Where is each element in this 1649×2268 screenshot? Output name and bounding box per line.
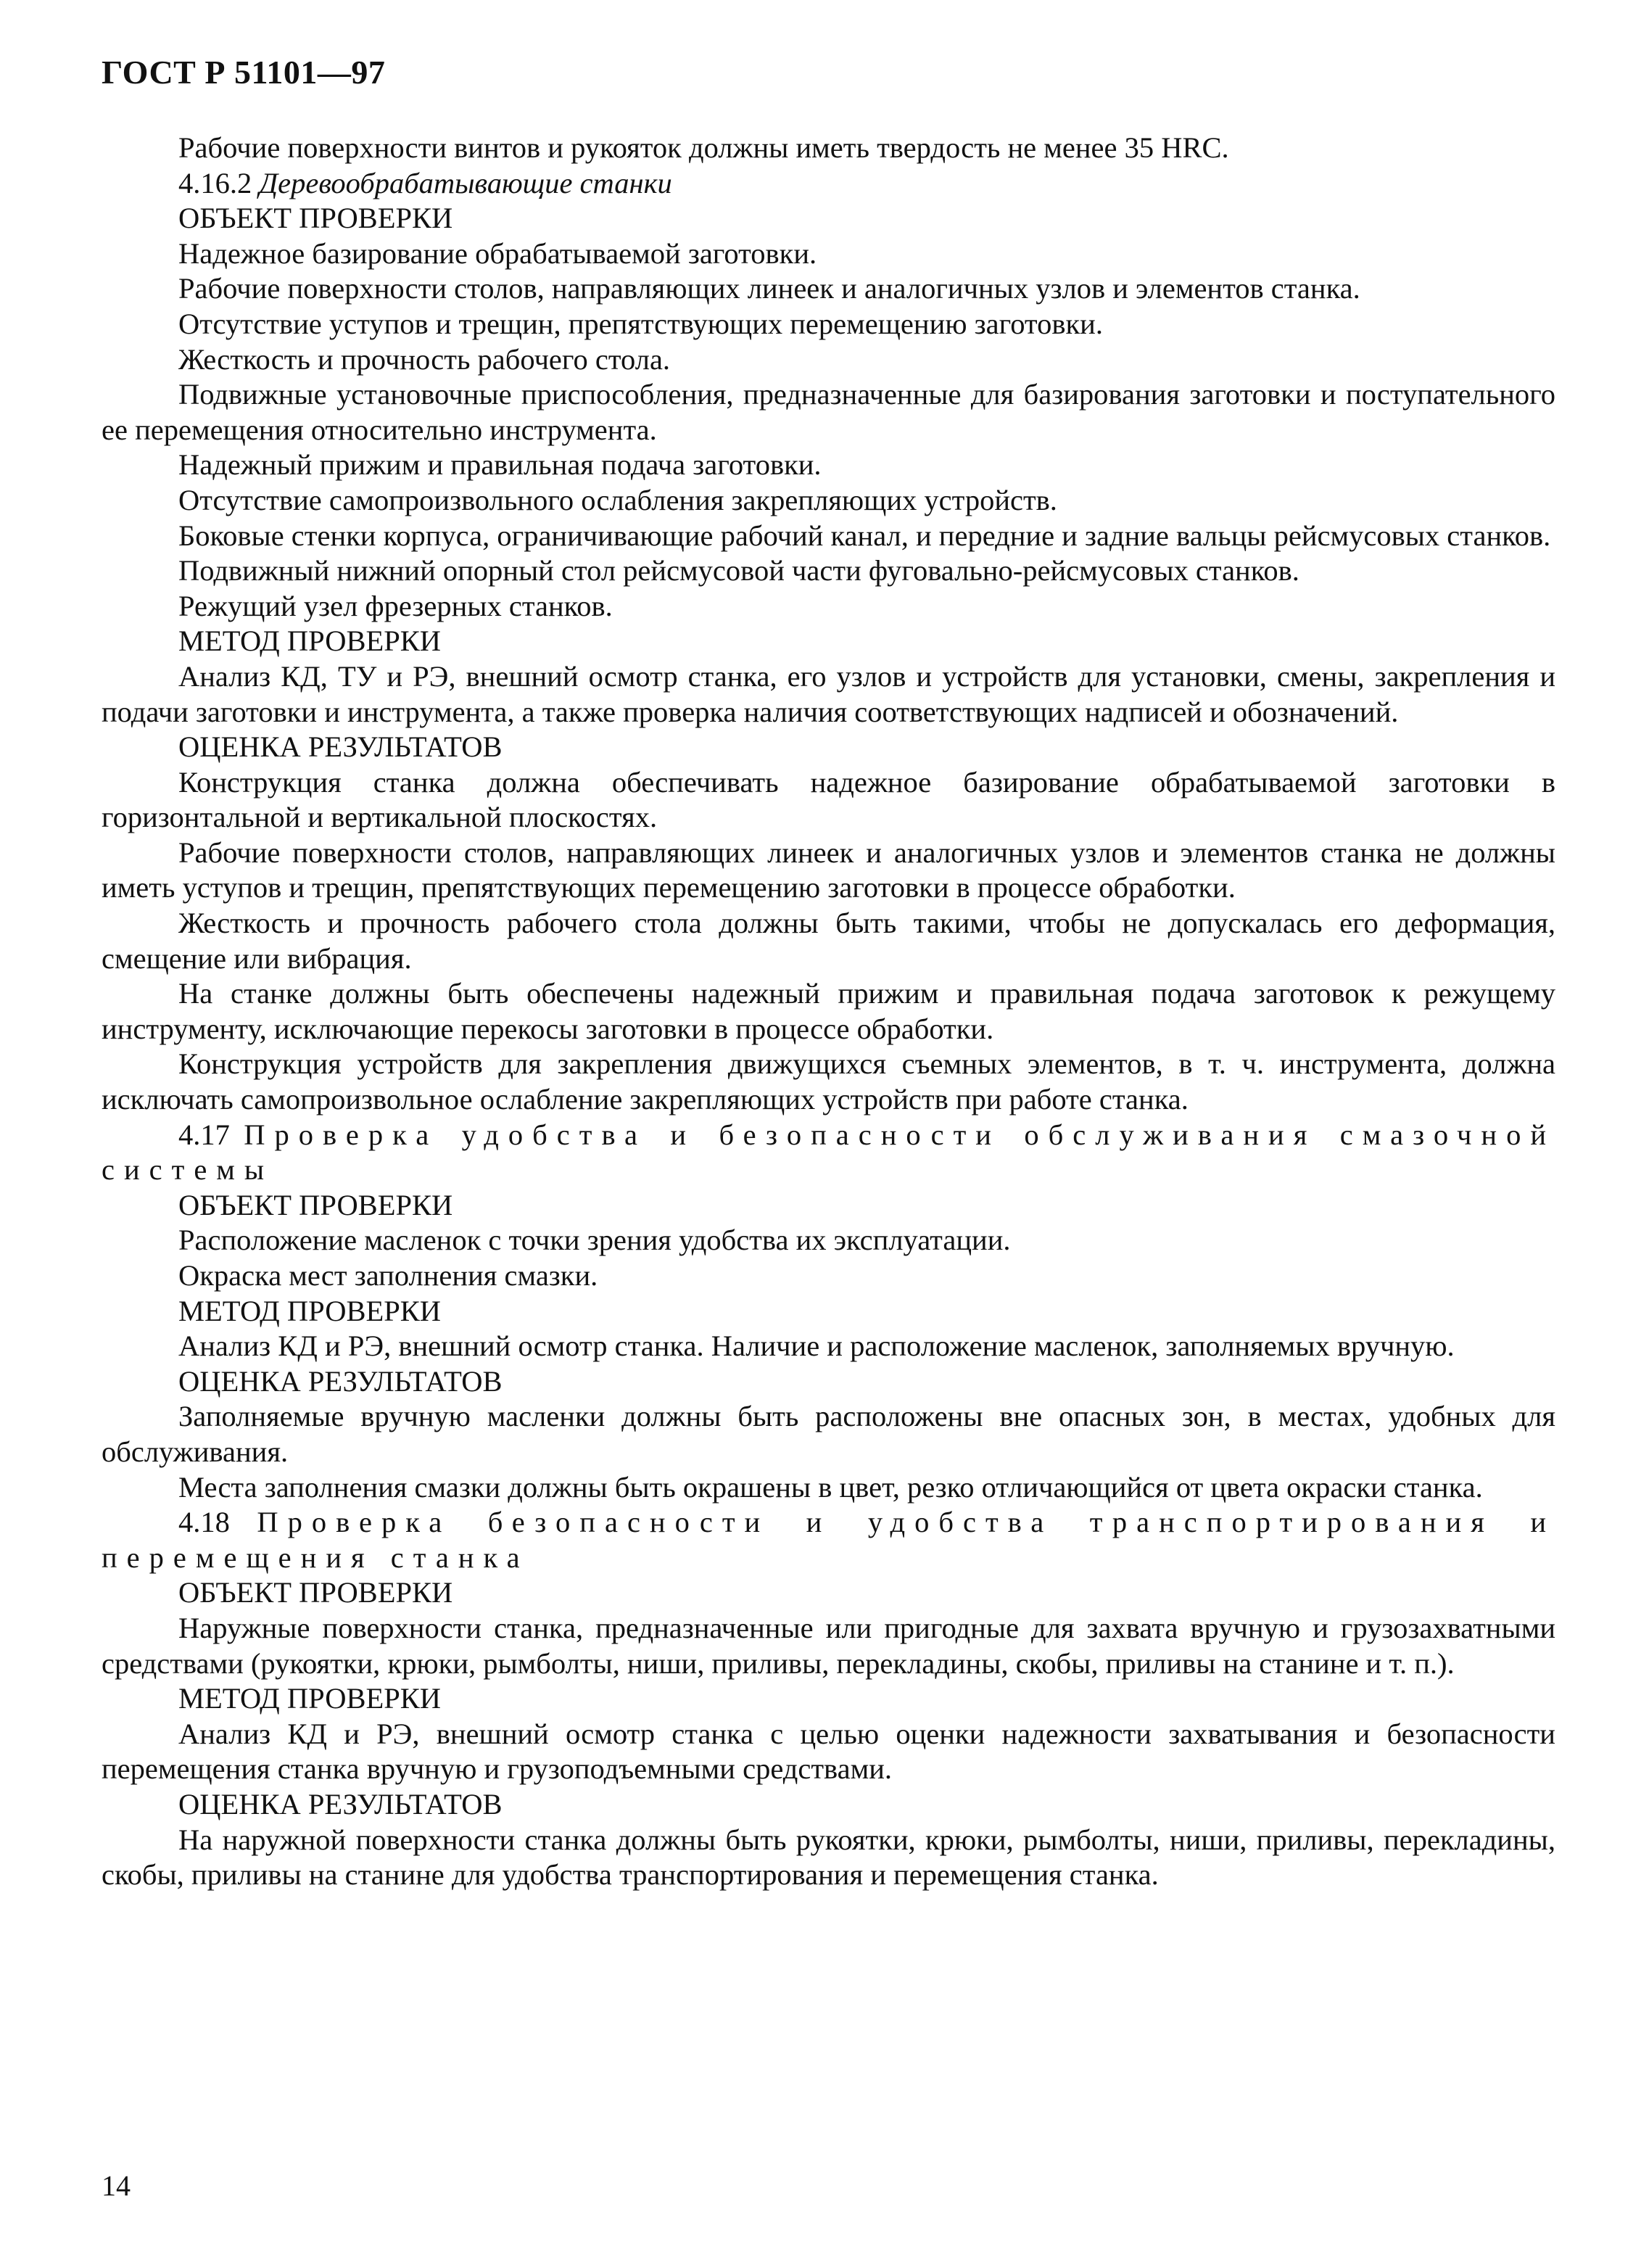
subsection-number: 4.16.2	[178, 166, 252, 199]
paragraph: Анализ КД и РЭ, внешний осмотр станка. Наличие и расположение масленок, заполняемых вручную.	[178, 1329, 1455, 1363]
section-heading: ОЦЕНКА РЕЗУЛЬТАТОВ	[178, 1787, 503, 1820]
section-heading: ОЦЕНКА РЕЗУЛЬТАТОВ	[178, 1364, 503, 1398]
paragraph: Подвижный нижний опорный стол рейсмусовой части фуговально-рейсмусовых станков.	[178, 554, 1299, 587]
paragraph: Рабочие поверхности винтов и рукояток должны иметь твердость не менее 35 HRC.	[178, 131, 1229, 164]
paragraph: Анализ КД и РЭ, внешний осмотр станка с целью оценки надежности захватывания и безопасности перемещения станка вручную и грузоподъемными средствами.	[102, 1717, 1555, 1786]
paragraph: Надежное базирование обрабатываемой заготовки.	[178, 236, 817, 270]
section-title	[102, 1505, 1555, 1575]
paragraph: Жесткость и прочность рабочего стола.	[178, 342, 671, 376]
paragraph: Жесткость и прочность рабочего стола должны быть такими, чтобы не допускалась его деформация, смещение или вибрация.	[102, 907, 1555, 975]
page-number: 14	[102, 2169, 131, 2202]
section-heading: ОБЪЕКТ ПРОВЕРКИ	[178, 202, 453, 235]
paragraph: Места заполнения смазки должны быть окрашены в цвет, резко отличающийся от цвета окраски станка.	[178, 1470, 1483, 1504]
paragraph: Подвижные установочные приспособления, предназначенные для базирования заготовки и поступательного ее перемещения относительно инструмента.	[102, 378, 1555, 446]
paragraph: Заполняемые вручную масленки должны быть расположены вне опасных зон, в местах, удобных для обслуживания.	[102, 1400, 1555, 1468]
section-title	[102, 1118, 1555, 1188]
section-number: 4.17	[178, 1118, 230, 1151]
paragraph: Отсутствие самопроизвольного ослабления закрепляющих устройств.	[178, 483, 1057, 516]
section-number: 4.18	[178, 1506, 230, 1539]
paragraph: Конструкция устройств для закрепления движущихся съемных элементов, в т. ч. инструмента, должна исключать самопроизвольное ослабление закрепляющих устройств при работе станка.	[102, 1047, 1555, 1116]
paragraph: Окраска мест заполнения смазки.	[178, 1259, 598, 1292]
paragraph: Анализ КД, ТУ и РЭ, внешний осмотр станка, его узлов и устройств для установки, смены, закрепления и подачи заготовки и инструмента, а также проверка наличия соответствующих надписей и обозначений.	[102, 659, 1555, 728]
paragraph: Расположение масленок с точки зрения удобства их эксплуатации.	[178, 1224, 1011, 1257]
paragraph: Рабочие поверхности столов, направляющих линеек и аналогичных узлов и элементов станка.	[178, 272, 1360, 305]
document-header: ГОСТ Р 51101—97	[102, 54, 386, 91]
paragraph: Рабочие поверхности столов, направляющих линеек и аналогичных узлов и элементов станка не должны иметь уступов и трещин, препятствующих перемещению заготовки в процессе обработки.	[102, 836, 1555, 904]
section-name: Проверка безопасности и удобства транспортирования и перемещения станка	[102, 1506, 1555, 1574]
paragraph: На наружной поверхности станка должны быть рукоятки, крюки, рымболты, ниши, приливы, перекладины, скобы, приливы на станине для удобства транспортирования и перемещения станка.	[102, 1823, 1555, 1892]
section-heading: ОЦЕНКА РЕЗУЛЬТАТОВ	[178, 730, 503, 764]
paragraph: Конструкция станка должна обеспечивать надежное базирование обрабатываемой заготовки в горизонтальной и вертикальной плоскостях.	[102, 765, 1555, 834]
paragraph: Боковые стенки корпуса, ограничивающие рабочий канал, и передние и задние вальцы рейсмусовых станков.	[178, 519, 1551, 552]
section-heading: ОБЪЕКТ ПРОВЕРКИ	[178, 1576, 453, 1609]
section-heading: ОБЪЕКТ ПРОВЕРКИ	[178, 1188, 453, 1221]
paragraph: Наружные поверхности станка, предназначенные или пригодные для захвата вручную и грузозахватными средствами (рукоятки, крюки, рымболты, ниши, приливы, перекладины, скобы, приливы на станине и т. п.).	[102, 1611, 1555, 1680]
paragraph: На станке должны быть обеспечены надежный прижим и правильная подача заготовок к режущему инструменту, исключающие перекосы заготовки в процессе обработки.	[102, 977, 1555, 1045]
paragraph: Надежный прижим и правильная подача заготовки.	[178, 448, 822, 482]
document-body	[102, 131, 1555, 1893]
paragraph: Отсутствие уступов и трещин, препятствующих перемещению заготовки.	[178, 307, 1103, 340]
section-heading: МЕТОД ПРОВЕРКИ	[178, 1682, 441, 1715]
section-heading: МЕТОД ПРОВЕРКИ	[178, 1294, 441, 1327]
section-name: Проверка удобства и безопасности обслуживания смазочной системы	[102, 1118, 1556, 1187]
section-heading: МЕТОД ПРОВЕРКИ	[178, 624, 441, 658]
document-page	[102, 52, 1555, 1893]
paragraph: Режущий узел фрезерных станков.	[178, 589, 613, 622]
subsection-name: Деревообрабатывающие станки	[259, 166, 672, 199]
subsection-title	[102, 166, 1555, 202]
